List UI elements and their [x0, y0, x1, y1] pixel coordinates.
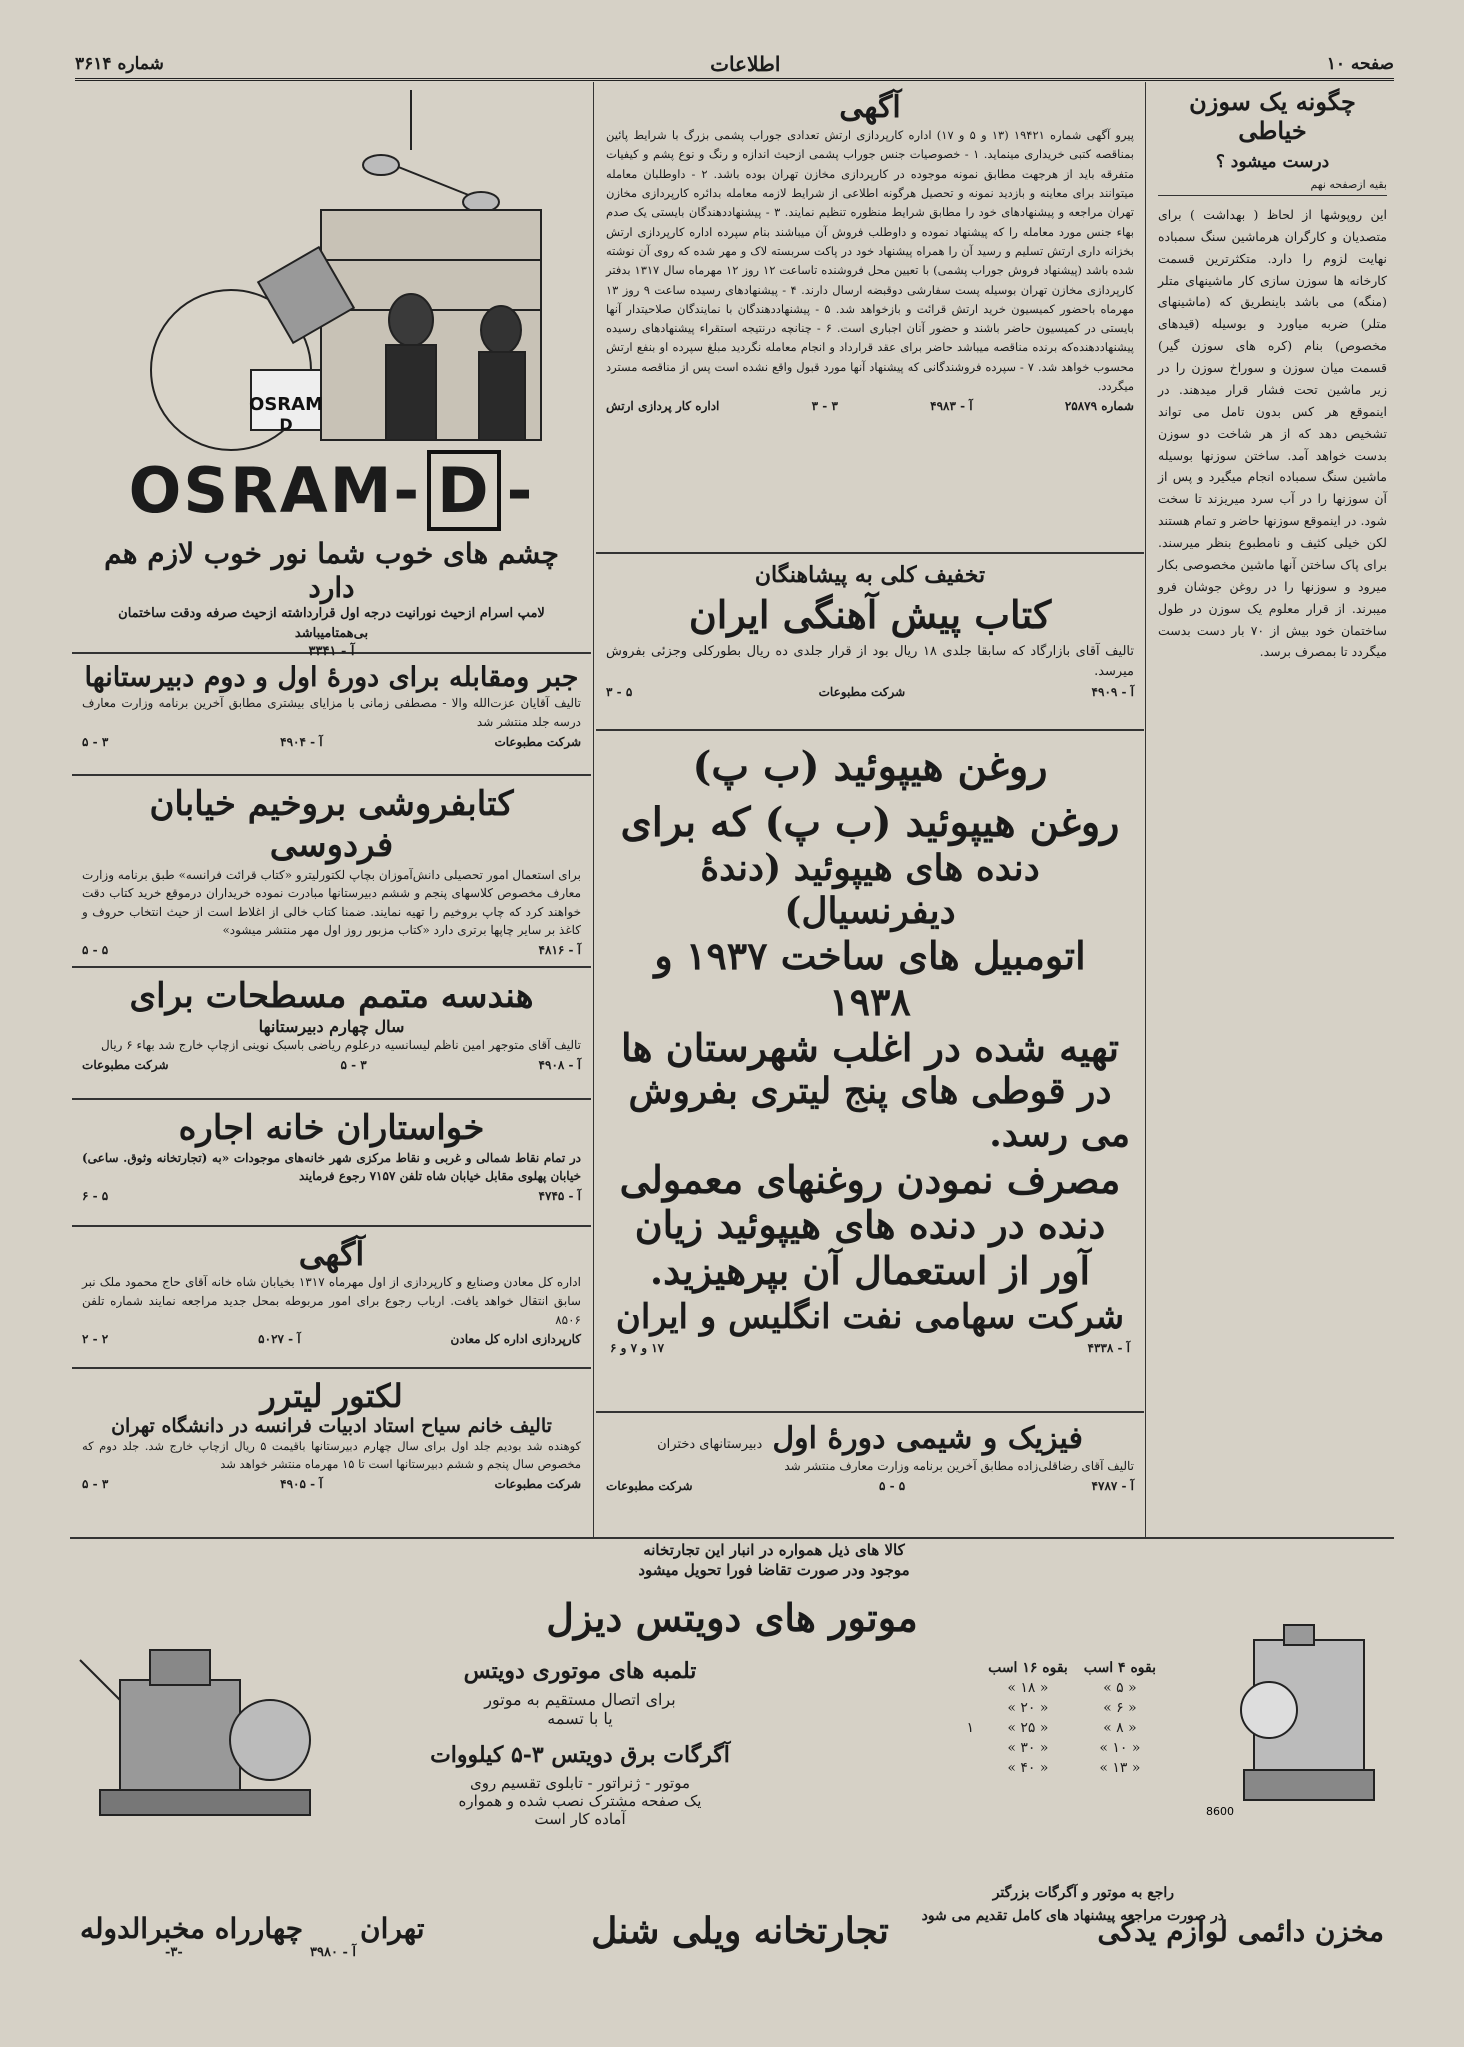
- ref-code: آ - ۴۹۰۴: [280, 734, 323, 749]
- ref-date: ۵ - ۳: [606, 685, 633, 700]
- generator-line: آماده کار است: [534, 1810, 626, 1828]
- agahi-title: آگهی: [839, 90, 901, 125]
- ref-date: -۳-: [165, 1945, 183, 1960]
- geometry-ad: [72, 970, 591, 1100]
- bottom-note-2: در صورت مراجعه پیشنهاد های کامل تقدیم می شود: [921, 1908, 1224, 1924]
- agahi-footer: [606, 399, 1134, 413]
- table-cell: « ۲۵ »: [1007, 1720, 1049, 1736]
- ref-code: آ - ۴۷۸۷: [1091, 1478, 1134, 1493]
- agahi-army: [596, 84, 1144, 554]
- publisher: شرکت مطبوعات: [818, 685, 906, 700]
- page-number: صفحه ۱۰: [1326, 54, 1394, 74]
- ref-date: ۲ - ۲: [82, 1332, 109, 1347]
- ref-code: آ - ۴۸۱۶: [538, 942, 581, 957]
- ref-org: اداره کار پردازی ارتش: [606, 399, 720, 414]
- publisher: شرکت مطبوعات: [494, 1476, 581, 1491]
- osram-body: لامپ اسرام ازحیث نورانیت درجه اول قرارداشته ازحیث صرفه ودقت ساختمان بی‌همتامیباشد: [118, 606, 545, 642]
- oil-line: می رسد.: [989, 1113, 1130, 1156]
- oil-title: روغن هیپوئید (ب پ): [692, 743, 1048, 790]
- ad-title-note: دبیرستانهای دختران: [657, 1437, 763, 1452]
- generator-line: موتور - ژنراتور - تابلوی تقسیم روی: [470, 1774, 690, 1792]
- ad-body: تالیف آقای بازارگاد که سابقا جلدی ۱۸ ریال بود از قرار جلدی ده ریال بطورکلی وجزئی بفروش میرسد.: [606, 643, 1135, 680]
- ad-footer: [82, 735, 581, 749]
- oil-line: اتومبیل های ساخت ۱۹۳۷ و ۱۹۳۸: [654, 933, 1086, 1024]
- bottom-note: راجع به موتور و آگرگات بزرگتر: [992, 1885, 1174, 1901]
- ad-title: لکتور لیترر: [260, 1377, 403, 1415]
- ref-date: ۵ - ۶: [82, 1188, 109, 1203]
- ad-body: کوهنده شد بودیم جلد اول برای سال چهارم دبیرستانها باقیمت ۵ ریال ازچاپ خارج شد. جلد دوم که مخصوص سال پنجم و ششم دبیرستانها است تا ۱۵ مهرماه منتشر خواهد شد: [82, 1439, 581, 1471]
- article-subtitle: درست میشود ؟: [1215, 151, 1330, 172]
- ad-title: آگهی: [298, 1235, 365, 1273]
- osram-ad: [72, 84, 591, 660]
- ad-subtitle: سال چهارم دبیرستانها: [258, 1016, 405, 1036]
- ad-body: اداره کل معادن وصنایع و کارپردازی از اول مهرماه ۱۳۱۷ بخیابان شاه خانه آقای حاج محمود ملک نبر سابق انتقال خواهد یافت. ارباب رجوع برای امور مربوطه بمحل جدید مراجعه نمایند شماره تلفن ۸۵۰۶: [82, 1275, 581, 1327]
- table-cell: « ۱۳ »: [1099, 1760, 1141, 1776]
- pump-illustration: [80, 1620, 330, 1850]
- paper-name: اطلاعات: [710, 52, 781, 76]
- publisher: شرکت مطبوعات: [494, 734, 581, 749]
- ref-code: آ - ۴۹۸۳: [930, 399, 973, 414]
- ref-code: آ - ۴۹۰۹: [1091, 685, 1134, 700]
- ad-footer: [82, 1477, 581, 1491]
- table-cell: « ۳۰ »: [1007, 1740, 1049, 1756]
- ad-title: خواستاران خانه اجاره: [178, 1108, 485, 1148]
- ad-footer: [606, 1479, 1134, 1493]
- osram-headline: چشم های خوب شما نور خوب لازم هم دارد: [104, 537, 559, 604]
- article-body: این روپوشها از لحاظ ( بهداشت ) برای متصدیان و کارگران هرماشین سنگ سمباده نهایت لزوم را دارد. متکثرترین قسمت کارخانه ها سوزن سازی کار ماشینهای متلر (منگه) می باشد باینطریق که (ماشینهای متلر) ضربه میاورد و بوسیله (قیدهای مخصوص) بنام (کره های سوزن گیر) قسمت میان سوزن و سوراخ سوزن را در زیر ماشین تحت فشار قرار میدهند. در اینموقع هر کس بدون تامل می تواند تشخیص دهد که از هر شاخت دو سوزن بدست خواهد آمد. ساختن سوزنها بوسیله ماشین سنگ سمباده انجام میگیرد و پس از آن سوزنها را در آب سرد میریزند تا سخت شود. در اینموقع سوزنها حاضر و تمام هستند لکن خیلی کثیف و نامطبوع بنظر میرسند. برای پاک ساختن آنها ماشین مخصوصی بکار میرود و سوزنها را در روغن جوشان فرو میبرند. از قرار معلوم یک سوزن در طول ساختمان خود بیش از ۷۰ بار دست بدست میگردد تا بمصرف برسد.: [1158, 206, 1387, 660]
- ref-date: ۵ - ۵: [878, 1478, 906, 1493]
- osram-ref: آ - ۳۳۴۱: [308, 644, 355, 660]
- ad-title: فیزیک و شیمی دورهٔ اول: [772, 1421, 1083, 1456]
- oil-line: دنده در دنده های هیپوئید زیان: [634, 1202, 1106, 1248]
- ad-footer: [82, 1058, 581, 1072]
- algebra-ad: [72, 656, 591, 776]
- pumps-block: [400, 1658, 760, 1828]
- house-rent-ad: [72, 1102, 591, 1227]
- bulb-brand-text: OSRAM: [249, 394, 323, 415]
- ad-kicker: تخفیف کلی به پیشاهنگان: [754, 562, 986, 588]
- article-title: چگونه یک سوزن خیاطی: [1189, 87, 1356, 145]
- pumps-line: یا با تسمه: [547, 1709, 613, 1728]
- hypoid-oil-ad: [596, 733, 1144, 1413]
- continued-note: بقیه ازصفحه نهم: [1158, 178, 1387, 196]
- ad-body: تالیف آقایان عزت‌الله والا - مصطفی زمانی با مزایای بیشتری مطابق آخرین برنامه وزارت معارف درسه جلد منتشر شد: [82, 696, 581, 729]
- ref-code: آ - ۵۰۲۷: [258, 1332, 301, 1347]
- col-head: بقوه ۴ اسب: [1083, 1660, 1156, 1676]
- engine-number: 8600: [1206, 1805, 1234, 1818]
- engine-power-table: [980, 1658, 1164, 1778]
- ref-date: ۳ - ۵: [82, 734, 109, 749]
- osram-logo-d: D: [427, 450, 500, 531]
- oil-line: روغن هیپوئید (ب پ) که برای: [620, 799, 1120, 846]
- note-line: موجود ودر صورت تقاضا فورا تحویل میشود: [638, 1561, 910, 1580]
- table-cell: « ۶ »: [1103, 1700, 1137, 1716]
- oil-line: آور از استعمال آن بپرهیزید.: [649, 1247, 1091, 1293]
- ad-title: هندسه متمم مسطحات برای: [129, 976, 534, 1016]
- publisher: شرکت مطبوعات: [82, 1057, 169, 1072]
- ad-footer: [82, 1332, 581, 1346]
- pumps-line: برای اتصال مستقیم به موتور: [484, 1690, 676, 1709]
- agahi-mines: [72, 1229, 591, 1369]
- scouts-book-ad: [596, 556, 1144, 731]
- osram-logo-text: OSRAM: [128, 454, 394, 527]
- lecture-ad: [72, 1371, 591, 1535]
- side-mark: ۱: [966, 1720, 974, 1736]
- ref-code: آ - ۴۷۴۵: [538, 1188, 581, 1203]
- ref-org: کارپردازی اداره کل معادن: [450, 1332, 581, 1347]
- pumps-title: تلمبه های موتوری دویتس: [463, 1658, 697, 1684]
- ad-body: تالیف آقای رضاقلی‌زاده مطابق آخرین برنامه وزارت معارف منتشر شد: [784, 1459, 1134, 1473]
- ref-date: ۱۷ و ۷ و ۶: [610, 1341, 665, 1356]
- ref-code: آ - ۴۹۰۵: [280, 1476, 323, 1491]
- oil-line: در قوطی های پنج لیتری بفروش: [628, 1070, 1112, 1113]
- physics-book-ad: [596, 1415, 1144, 1535]
- osram-illustration: [81, 90, 581, 450]
- table-cell: « ۱۰ »: [1099, 1740, 1141, 1756]
- ref-number: شماره ۲۵۸۷۹: [1064, 399, 1134, 414]
- col-head: بقوه ۱۶ اسب: [988, 1660, 1068, 1676]
- generator-line: یک صفحه مشترک نصب شده و همواره: [458, 1792, 702, 1810]
- street-name: چهارراه مخبرالدوله: [80, 1912, 304, 1945]
- ref-date: ۳ - ۵: [340, 1057, 367, 1072]
- sewing-article: [1150, 84, 1395, 1534]
- page-header: [75, 50, 1394, 81]
- spare-parts-depot: مخزن دائمی لوازم یدکی: [1097, 1915, 1384, 1948]
- table-cell: « ۲۰ »: [1007, 1700, 1049, 1716]
- ref-date: ۳ - ۳: [811, 399, 838, 414]
- engine-illustration: [1206, 1620, 1394, 1820]
- ad-title: کتابفروشی بروخیم خیابان فردوسی: [149, 784, 514, 865]
- oil-line: دنده های هیپوئید (دندهٔ دیفرنسیال): [700, 847, 1040, 933]
- ad-title: کتاب پیش آهنگی ایران: [688, 592, 1052, 638]
- note-line: کالا های ذیل همواره در انبار این تجارتخانه: [643, 1541, 905, 1559]
- diesel-title: موتور های دویتس دیزل: [546, 1595, 918, 1640]
- bookstore-ad: [72, 778, 591, 968]
- table-cell: « ۵ »: [1103, 1680, 1137, 1696]
- ref-date: ۵ - ۵: [82, 942, 109, 957]
- table-cell: « ۱۸ »: [1007, 1680, 1049, 1696]
- diesel-top-note: [514, 1540, 1034, 1581]
- publisher: شرکت مطبوعات: [606, 1478, 693, 1493]
- ad-body: در تمام نقاط شمالی و غربی و نقاط مرکزی شهر خانه‌های موجودات «به (تجارتخانه وثوق. ساعی) خیابان پهلوی مقابل خیابان شاه تلفن ۷۱۵۷ رجوع فرمایند: [82, 1150, 581, 1184]
- oil-company: شرکت سهامی نفت انگلیس و ایران: [615, 1297, 1125, 1338]
- ref-code: آ - ۴۹۰۸: [538, 1057, 581, 1072]
- ad-title: جبر ومقابله برای دورهٔ اول و دوم دبیرستانها: [84, 662, 579, 693]
- ref-date: ۳ - ۵: [82, 1476, 109, 1491]
- generator-title: آگرگات برق دویتس ۳-۵ کیلووات: [430, 1742, 730, 1768]
- oil-line: مصرف نمودن روغنهای معمولی: [619, 1156, 1121, 1202]
- bulb-d-text: D: [279, 415, 293, 434]
- oil-footer: [610, 1341, 1130, 1355]
- physics-title-row: [606, 1421, 1134, 1457]
- issue-number: شماره ۳۶۱۴: [75, 54, 164, 74]
- diesel-ad: [70, 1540, 1394, 1960]
- ref-code: آ - ۳۹۸۰: [310, 1945, 356, 1960]
- ref-code: آ - ۴۳۳۸: [1087, 1341, 1130, 1356]
- ad-subtitle: تالیف خانم سیاح استاد ادبیات فرانسه در دانشگاه تهران: [111, 1415, 552, 1438]
- city-name: تهران: [360, 1912, 425, 1945]
- ad-footer: [82, 1189, 581, 1203]
- trading-house-name: تجارتخانه ویلی شنل: [591, 1910, 889, 1952]
- osram-logo: OSRAM- D -: [82, 450, 581, 531]
- ad-footer: [606, 685, 1134, 699]
- oil-line: تهیه شده در اغلب شهرستان ها: [620, 1024, 1120, 1070]
- ad-footer: [82, 943, 581, 957]
- ad-body: برای استعمال امور تحصیلی دانش‌آموزان بچاپ لکتورلیترو «کتاب قرائت فرانسه» طبق برنامه وزارت معارف مخصوص کلاسهای پنجم و ششم دبیرستانها مبادرت نموده خریداران درموقع خرید کتاب دقت خواهند کرد که چاپ بروخیم را تهیه نمایند. ضمنا کتاب خالی از اغلاط است از حیث انتخاب حروف و کاغذ بر سایر چاپها برتری دارد «کتاب مزبور روز اول مهر منتشر میشود»: [82, 867, 581, 938]
- table-cell: « ۸ »: [1103, 1720, 1137, 1736]
- table-cell: « ۴۰ »: [1007, 1760, 1049, 1776]
- agahi-body: پیرو آگهی شماره ۱۹۴۲۱ (۱۳ و ۵ و ۱۷) اداره کارپردازی ارتش تعدادی جوراب پشمی بزرگ با شرایط پائین بمناقصه کتبی خریداری مینماید. ۱ - خصوصیات جنس جوراب پشمی ازحیث اندازه و رنگ و نوع پشم و کیفیات متفرقه باید از هرجهت مطابق نمونه موجوده در کارپردازی مخازن تهران بوده باشد. ۲ - داوطلبان معامله میتوانند برای معاینه و بازدید نمونه و تحصیل هرگونه اطلاعی از شرایط لازمه معامله بدائره کارپردازی مخازن تهران مراجعه و پیشنهادهای خود را مطابق شرایط منظوره تنظیم نمایند. ۳ - پیشنهاددهندگان بایستی یک صدم بهاء جنس مورد معامله را که پیشنهاد نموده و داوطلب فروش آن میباشند بنام سپرده اداره کارپردازی ارتش بخزانه داری ارتش تسلیم و رسید آن را همراه پیشنهاد خود در پاکت سربسته لاک و مهر شده که روی آن نوشته شده باشد (پیشنهاد فروش جوراب پشمی) با تعیین محل فروشنده تاساعت ۱۲ روز ۱۲ مهرماه سال ۱۳۱۷ بدفتر کارپردازی مخازن تهران بوسیله پست سفارشی دوقبضه ارسال دارند. ۴ - پیشنهادهای رسیده ساعت ۹ روز ۱۳ مهرماه باحضور کمیسیون خرید ارتش قرائت و بازخواهد شد. ۵ - پیشنهاددهندگان با نمایندگان صلاحیتدار آنها بایستی در کمیسیون حاضر باشند و حضور آنان اجباری است. ۶ - چنانچه درنتیجه استقراء پیشنهادهای رسیده پیشنهاددهنده‌که برنده مناقصه میباشد حاضر برای عقد قرارداد و انجام معامله نگردید مبلغ سپرده او بنفع ارتش محسوب خواهد شد. ۷ - سپرده فروشندگانی که پیشنهاد آنها مورد قبول واقع نشده است پس از مناقصه مسترد میگردد.: [606, 128, 1135, 394]
- ad-body: تالیف آقای متوجهر امین ناظم لیسانسیه درعلوم ریاضی باسبک نوینی ازچاپ خارج شد بهاء ۶ ریال: [100, 1037, 581, 1052]
